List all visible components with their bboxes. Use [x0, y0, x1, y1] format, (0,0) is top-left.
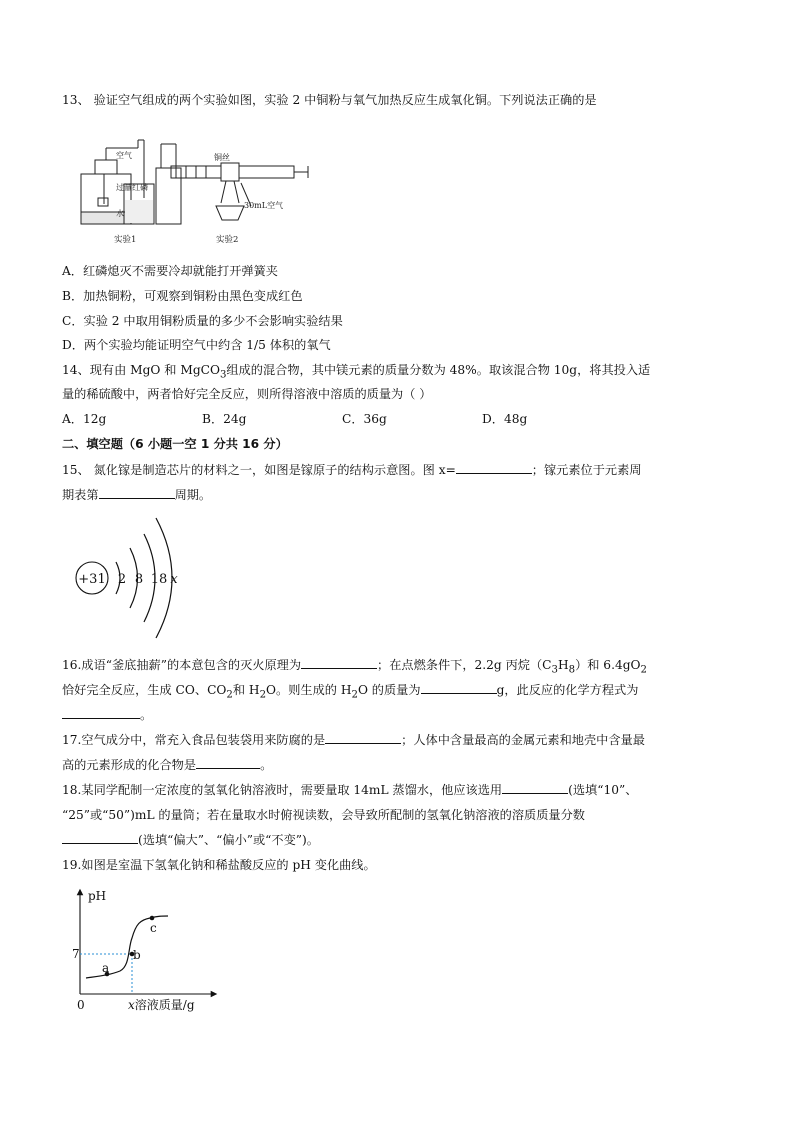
- q14-options: [62, 410, 527, 428]
- q14-option-b: B．24g: [202, 412, 247, 426]
- q15-line2: 期表第 周期。: [62, 488, 212, 502]
- q13-option-b: B．加热铜粉，可观察到铜粉由黑色变成红色: [62, 289, 303, 303]
- q18-line3: (选填“偏大”、“偏小”或“不变”)。: [62, 831, 319, 849]
- label-copper: 铜丝: [214, 153, 230, 162]
- q17-line1: 17.空气成分中，常充入食品包装袋用来防腐的是 ；人体中含量最高的金属元素和地壳中含量最: [62, 733, 645, 747]
- q16-answer-blank-equation[interactable]: [62, 706, 140, 719]
- q14-stem-line1: 14、现有由 MgO 和 MgCO$_3$组成的混合物，其中镁元素的质量分数为 48%。取该混合物 10g，将其投入适: [62, 363, 651, 381]
- q16-line1: 16.成语“釜底抽薪”的本意包含的灭火原理为 ；在点燃条件下，2.2g 丙烷$(C_3H_8)$和 $6.4gO_2$: [62, 658, 647, 676]
- point-c: [150, 916, 155, 921]
- gallium-atom-structure-diagram: [70, 510, 210, 646]
- x-axis-label: x溶液质量/g: [128, 998, 195, 1012]
- q14-option-d: D．48g: [482, 412, 528, 426]
- q16-line2: 恰好完全反应，生成 CO、$CO_2$和 $H_2O$。则生成的 $H_2O$ 的质量为 g，此反应的化学方程式为: [62, 683, 639, 701]
- origin-label: 0: [77, 998, 85, 1012]
- shell-3-count: 18: [150, 572, 168, 587]
- q16-answer-blank-mass[interactable]: [421, 681, 497, 694]
- shell-1-count: 2: [117, 572, 127, 587]
- q17-answer-blank-compound[interactable]: [196, 756, 260, 769]
- q18-answer-blank-effect[interactable]: [62, 831, 138, 844]
- caption-experiment1: 实验1: [114, 235, 137, 245]
- q15-line1: 15、 氮化镓是制造芯片的材料之一，如图是镓原子的结构示意图。图 x= ；镓元素位于元素周: [62, 463, 642, 477]
- experiment2-apparatus: [171, 163, 308, 220]
- q13-stem: 13、 验证空气组成的两个实验如图，实验 2 中铜粉与氧气加热反应生成氧化铜。下列说法正确的是: [62, 93, 597, 107]
- nucleus-charge: +31: [78, 572, 106, 587]
- point-a-label: a: [102, 961, 110, 975]
- point-b-label: b: [133, 948, 141, 962]
- section-2-heading: 二、填空题（6 小题一空 1 分共 16 分）: [62, 437, 288, 451]
- q17-line2: 高的元素形成的化合物是 。: [62, 758, 273, 772]
- shell-4-count: x: [170, 572, 178, 587]
- q16-line3: 。: [62, 706, 152, 724]
- q14-option-a: A．12g: [62, 412, 107, 426]
- shell-2-count: 8: [134, 572, 144, 587]
- label-water: 水: [116, 209, 124, 218]
- q18-line1: 18.某同学配制一定浓度的氢氧化钠溶液时，需要量取 14mL 蒸馏水，他应该选用 (选填“10”、: [62, 783, 638, 797]
- label-30ml-air: 30mL空气: [244, 201, 284, 210]
- q13-apparatus-figure: [76, 128, 316, 248]
- q16-answer-blank-principle[interactable]: [301, 656, 377, 669]
- q17-answer-blank-gas[interactable]: [325, 731, 401, 744]
- q18-line2: “25”或“50”)mL 的量筒；若在量取水时俯视读数，会导致所配制的氢氧化钠溶液的溶质质量分数: [62, 808, 585, 822]
- q13-option-a: A．红磷熄灭不需要冷却就能打开弹簧夹: [62, 264, 278, 278]
- caption-experiment2: 实验2: [216, 235, 239, 245]
- label-phosphorus: 过量红磷: [116, 183, 148, 192]
- q13-option-d: D．两个实验均能证明空气中约含 1/5 体积的氧气: [62, 338, 331, 352]
- y-axis-label: pH: [88, 889, 107, 903]
- q19-stem: 19.如图是室温下氢氧化钠和稀盐酸反应的 pH 变化曲线。: [62, 858, 376, 872]
- point-c-label: c: [150, 921, 157, 935]
- y-tick-7: 7: [72, 947, 80, 961]
- q15-answer-blank-x[interactable]: [456, 461, 532, 474]
- q14-stem-line2: 量的稀硫酸中，两者恰好完全反应，则所得溶液中溶质的质量为（ ）: [62, 387, 432, 401]
- q13-option-c: C．实验 2 中取用铜粉质量的多少不会影响实验结果: [62, 314, 343, 328]
- label-air: 空气: [116, 151, 132, 160]
- q18-answer-blank-cylinder[interactable]: [502, 781, 568, 794]
- ph-curve-graph: [72, 886, 222, 1012]
- q15-answer-blank-period[interactable]: [99, 486, 175, 499]
- q14-option-c: C．36g: [342, 412, 387, 426]
